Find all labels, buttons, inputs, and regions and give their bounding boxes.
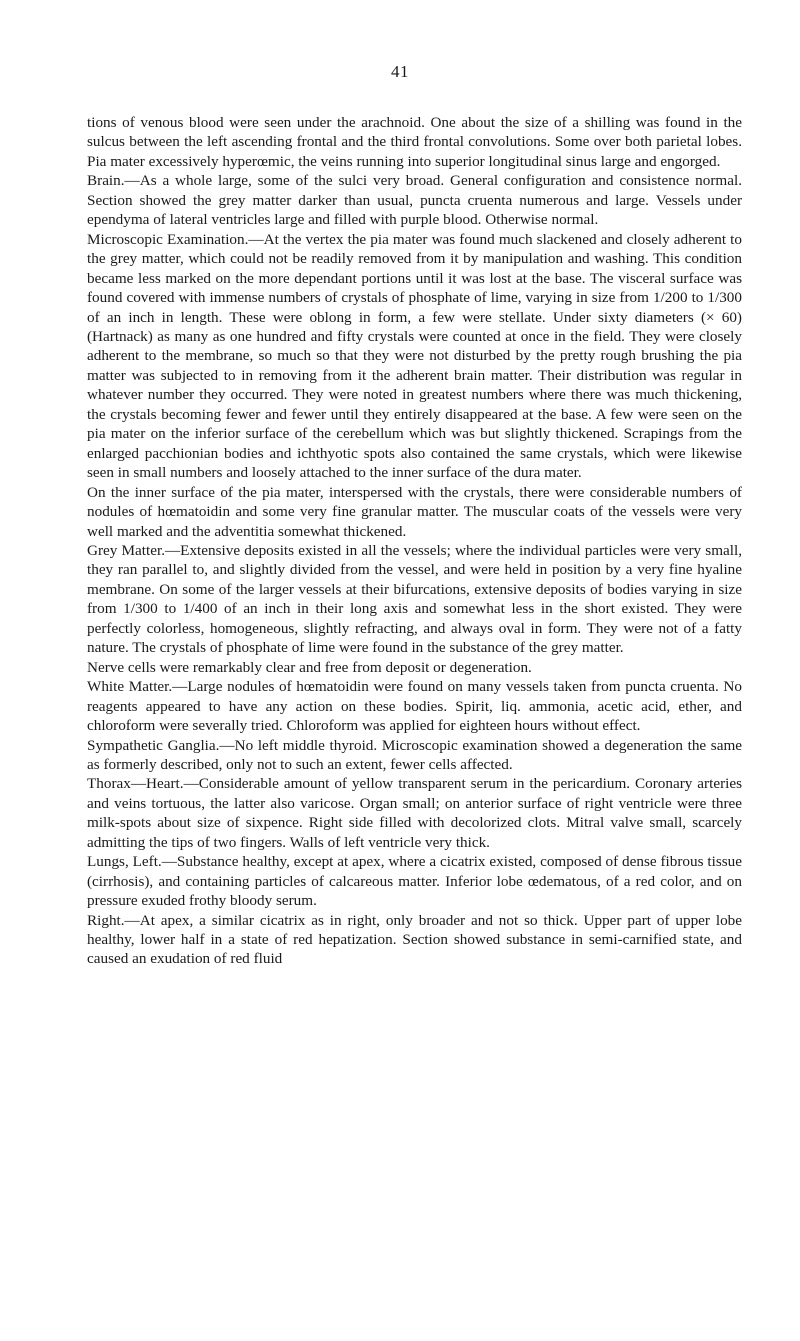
paragraph: Lungs, Left.—Substance healthy, except at apex, where a cicatrix existed, composed of dense fibrous tissue (cirrhosis), and containing particles of calcareous matter. Inferior lobe œdematous, of a red color, and on pressure exuded frothy bloody serum. <box>87 853 742 910</box>
paragraph: tions of venous blood were seen under the arachnoid. One about the size of a shilling was found in the sulcus between the left ascending frontal and the third frontal convolutions. Some over both parietal lobes. Pia mater excessively hyperœmic, the veins running into superior longitudinal sinus large and engorged. <box>87 114 742 170</box>
body-text <box>87 113 742 969</box>
paragraph: Microscopic Examination.—At the vertex the pia mater was found much slackened and closely adherent to the grey matter, which could not be readily removed from it by manipulation and washing. This condition became less marked on the more dependant portions until it was lost at the base. The visceral surface was found covered with immense numbers of crystals of phosphate of lime, varying in size from 1/200 to 1/300 of an inch in length. These were oblong in form, a few were stellate. Under sixty diameters (× 60) (Hartnack) as many as one hundred and fifty crystals were counted at once in the field. They were closely adherent to the membrane, so much so that they were not disturbed by the pretty rough brushing the pia matter was subjected to in removing from it the adherent brain matter. Their distribution was regular in whatever number they occurred. They were noted in greatest numbers where there was much thickening, the crystals becoming fewer and fewer until they entirely disappeared at the base. A few were seen on the pia mater on the inferior surface of the cerebellum which was but slightly thickened. Scrapings from the enlarged pacchionian bodies and ichthyotic spots also contained the same crystals, which were likewise seen in small numbers and loosely attached to the inner surface of the dura mater. <box>87 230 742 482</box>
paragraph: Brain.—As a whole large, some of the sulci very broad. General configuration and consistence normal. Section showed the grey matter darker than usual, puncta cruenta numerous and large. Vessels under ependyma of lateral ventricles large and filled with purple blood. Otherwise normal. <box>87 172 742 229</box>
paragraph: White Matter.—Large nodules of hœmatoidin were found on many vessels taken from puncta cruenta. No reagents appeared to have any action on these bodies. Spirit, liq. ammonia, acetic acid, ether, and chloroform were severally tried. Chloroform was applied for eighteen hours without effect. <box>87 678 742 735</box>
paragraph: Right.—At apex, a similar cicatrix as in right, only broader and not so thick. Upper part of upper lobe healthy, lower half in a state of red hepatization. Section showed substance in semi-carnified state, and caused an exudation of red fluid <box>87 911 742 968</box>
paragraph: Thorax—Heart.—Considerable amount of yellow transparent serum in the pericardium. Coronary arteries and veins tortuous, the latter also varicose. Organ small; on anterior surface of right ventricle were three milk-spots about size of sixpence. Right side filled with decolorized clots. Mitral valve small, scarcely admitting the tips of two fingers. Walls of left ventricle very thick. <box>87 775 742 851</box>
page-number: 41 <box>391 62 409 81</box>
paragraph: On the inner surface of the pia mater, interspersed with the crystals, there were considerable numbers of nodules of hœmatoidin and some very fine granular matter. The muscular coats of the vessels were very well marked and the adventitia somewhat thickened. <box>87 483 742 540</box>
paragraph: Sympathetic Ganglia.—No left middle thyroid. Microscopic examination showed a degeneration the same as formerly described, only not to such an extent, fewer cells affected. <box>87 736 742 773</box>
paragraph: Nerve cells were remarkably clear and free from deposit or degeneration. <box>87 658 532 676</box>
paragraph: Grey Matter.—Extensive deposits existed in all the vessels; where the individual particles were very small, they ran parallel to, and slightly divided from the vessel, and were held in position by a very fine hyaline membrane. On some of the larger vessels at their bifurcations, extensive deposits of bodies varying in size from 1/300 to 1/400 of an inch in their long axis and somewhat less in the short existed. They were perfectly colorless, homogeneous, slightly refracting, and always oval in form. They were not of a fatty nature. The crystals of phosphate of lime were found in the substance of the grey matter. <box>87 541 742 657</box>
